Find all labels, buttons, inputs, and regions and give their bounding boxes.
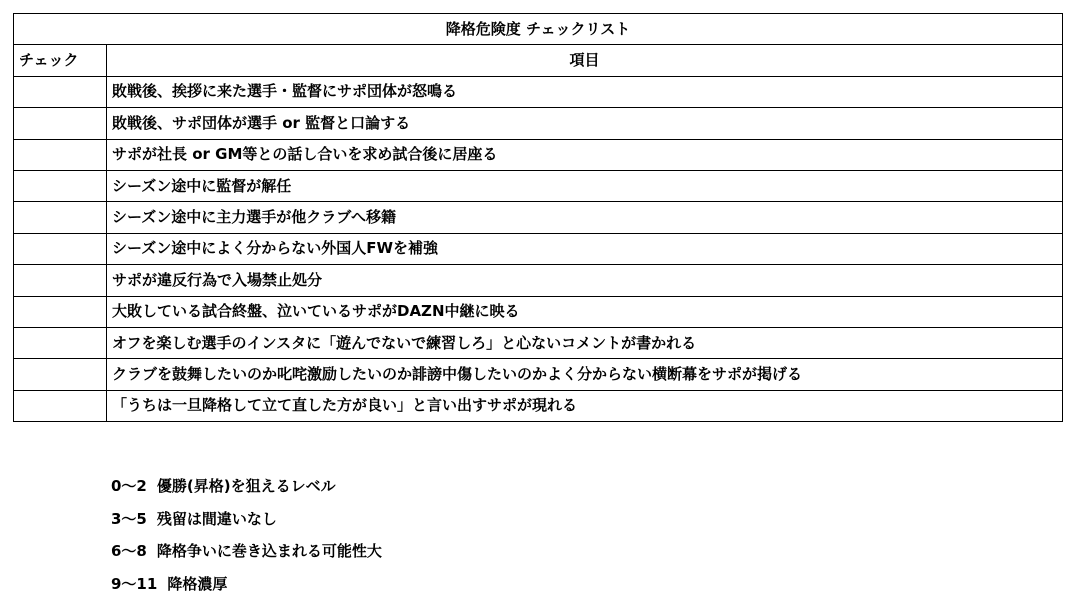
check-cell[interactable] [14,170,107,201]
check-cell[interactable] [14,233,107,264]
header-row [14,45,1063,76]
item-cell: シーズン途中に監督が解任 [107,170,1063,201]
table-row [14,139,1063,170]
legend-desc: 降格濃厚 [167,574,228,593]
legend-range: 9～11 [111,574,158,593]
table-row [14,108,1063,139]
table-row [14,233,1063,264]
legend-desc: 降格争いに巻き込まれる可能性大 [156,542,382,560]
legend-range: 0～2 [111,477,147,495]
legend-range: 3～5 [111,509,147,528]
check-cell[interactable] [14,359,107,390]
legend-row [111,535,382,568]
item-cell: 敗戦後、挨拶に来た選手・監督にサポ団体が怒鳴る [107,76,1063,107]
table-row [14,296,1063,327]
legend-desc: 残留は間違いなし [156,509,277,528]
item-cell: オフを楽しむ選手のインスタに「遊んでないで練習しろ」と心ないコメントが書かれる [107,327,1063,358]
legend-range: 6～8 [111,542,147,560]
legend-desc: 優勝(昇格)を狙えるレベル [156,477,336,495]
check-cell[interactable] [14,139,107,170]
checklist-table [13,13,1063,422]
legend-row [111,470,382,503]
table-row [14,359,1063,390]
item-cell: サポが社長 or GM等との話し合いを求め試合後に居座る [107,139,1063,170]
check-cell[interactable] [14,296,107,327]
item-cell: サポが違反行為で入場禁止処分 [107,265,1063,296]
legend-row [111,568,382,601]
header-item: 項目 [107,45,1063,76]
checklist-sheet [13,13,1062,422]
item-cell: シーズン途中によく分からない外国人FWを補強 [107,233,1063,264]
item-cell: 大敗している試合終盤、泣いているサポがDAZN中継に映る [107,296,1063,327]
title-row [14,14,1063,45]
table-row [14,202,1063,233]
check-cell[interactable] [14,108,107,139]
table-row [14,170,1063,201]
table-row [14,327,1063,358]
item-cell: クラブを鼓舞したいのか叱咤激励したいのか誹謗中傷したいのかよく分からない横断幕をサポが掲げる [107,359,1063,390]
check-cell[interactable] [14,202,107,233]
header-check: チェック [14,45,107,76]
item-cell: シーズン途中に主力選手が他クラブへ移籍 [107,202,1063,233]
score-legend [111,470,382,600]
item-cell: 敗戦後、サポ団体が選手 or 監督と口論する [107,108,1063,139]
table-row [14,265,1063,296]
table-row [14,76,1063,107]
item-cell: 「うちは一旦降格して立て直した方が良い」と言い出すサポが現れる [107,390,1063,421]
table-row [14,390,1063,421]
table-title: 降格危険度 チェックリスト [14,14,1063,45]
check-cell[interactable] [14,390,107,421]
check-cell[interactable] [14,265,107,296]
check-cell[interactable] [14,327,107,358]
check-cell[interactable] [14,76,107,107]
legend-row [111,503,382,536]
